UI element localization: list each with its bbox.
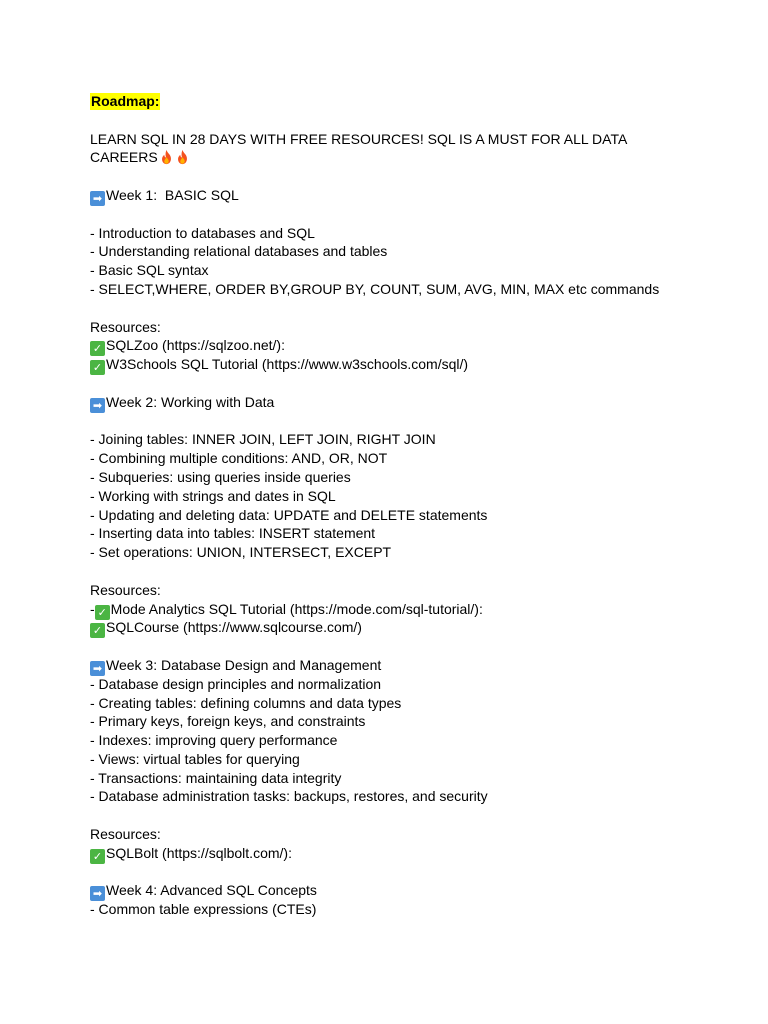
week-2-item: - Combining multiple conditions: AND, OR, NOT xyxy=(90,450,388,467)
week-1-resources-label: Resources: xyxy=(90,318,161,335)
week-2-item: - Set operations: UNION, INTERSECT, EXCEPT xyxy=(90,544,392,561)
intro-text: LEARN SQL IN 28 DAYS WITH FREE RESOURCES! SQL IS A MUST FOR ALL DATA CAREERS xyxy=(90,130,627,166)
check-mark-icon: ✓ xyxy=(90,341,105,356)
spacer xyxy=(90,562,730,581)
resource-sqlcourse-link[interactable]: SQLCourse (https://www.sqlcourse.com/) xyxy=(106,619,362,636)
check-mark-icon: ✓ xyxy=(90,849,105,864)
resource-sqlzoo-link[interactable]: SQLZoo (https://sqlzoo.net/): xyxy=(106,337,285,354)
week-3-item: - Indexes: improving query performance xyxy=(90,732,338,749)
check-mark-icon: ✓ xyxy=(90,360,105,375)
spacer xyxy=(90,806,730,825)
spacer xyxy=(90,167,730,186)
right-arrow-icon: ➡ xyxy=(90,661,105,676)
resource-sqlbolt-link[interactable]: SQLBolt (https://sqlbolt.com/): xyxy=(106,844,292,861)
week-1-resource xyxy=(90,355,730,374)
spacer xyxy=(90,374,730,393)
fire-icon xyxy=(175,149,190,165)
week-1-title-line xyxy=(90,186,730,205)
fire-icon xyxy=(159,149,174,165)
spacer xyxy=(90,299,730,318)
week-3-resource xyxy=(90,844,730,863)
check-mark-icon: ✓ xyxy=(95,605,110,620)
week-3-title-line xyxy=(90,656,730,675)
week-2-item: - Working with strings and dates in SQL xyxy=(90,487,336,504)
week-1-resource xyxy=(90,336,730,355)
right-arrow-icon: ➡ xyxy=(90,191,105,206)
week-2-resource xyxy=(90,618,730,637)
spacer xyxy=(90,412,730,431)
right-arrow-icon: ➡ xyxy=(90,886,105,901)
resource-mode-analytics-link[interactable]: Mode Analytics SQL Tutorial (https://mode.com/sql-tutorial/): xyxy=(110,600,483,617)
roadmap-heading: Roadmap: xyxy=(91,93,160,109)
week-2-item: - Joining tables: INNER JOIN, LEFT JOIN, RIGHT JOIN xyxy=(90,431,436,448)
week-4-title: Week 4: Advanced SQL Concepts xyxy=(106,882,317,899)
week-3-item: - Views: virtual tables for querying xyxy=(90,750,300,767)
week-1-item: - Understanding relational databases and tables xyxy=(90,243,388,260)
week-3-item: - Primary keys, foreign keys, and constraints xyxy=(90,713,366,730)
week-4-title-line xyxy=(90,881,730,900)
week-3-item: - Transactions: maintaining data integrity xyxy=(90,769,342,786)
week-1-title: Week 1: BASIC SQL xyxy=(106,186,239,203)
spacer xyxy=(90,111,730,130)
spacer xyxy=(90,863,730,882)
resource-w3schools-link[interactable]: W3Schools SQL Tutorial (https://www.w3schools.com/sql/) xyxy=(106,356,469,373)
week-3-item: - Creating tables: defining columns and data types xyxy=(90,694,402,711)
week-3-item: - Database administration tasks: backups, restores, and security xyxy=(90,788,488,805)
week-2-item: - Inserting data into tables: INSERT statement xyxy=(90,525,376,542)
resource-prefix: - xyxy=(90,600,95,617)
week-4-item: - Common table expressions (CTEs) xyxy=(90,901,317,918)
spacer xyxy=(90,205,730,224)
week-1-item: - Introduction to databases and SQL xyxy=(90,224,315,241)
right-arrow-icon: ➡ xyxy=(90,398,105,413)
week-2-title: Week 2: Working with Data xyxy=(106,393,275,410)
week-2-resources-label: Resources: xyxy=(90,581,161,598)
week-3-item: - Database design principles and normalization xyxy=(90,675,382,692)
week-3-resources-label: Resources: xyxy=(90,826,161,843)
roadmap-heading-line xyxy=(90,92,730,111)
week-2-title-line xyxy=(90,393,730,412)
week-2-resource xyxy=(90,600,730,619)
spacer xyxy=(90,637,730,656)
week-2-item: - Subqueries: using queries inside queries xyxy=(90,468,351,485)
week-2-item: - Updating and deleting data: UPDATE and DELETE statements xyxy=(90,506,488,523)
document-page xyxy=(90,92,730,919)
week-1-item: - Basic SQL syntax xyxy=(90,262,209,279)
intro-paragraph xyxy=(90,130,650,168)
week-1-item: - SELECT,WHERE, ORDER BY,GROUP BY, COUNT, SUM, AVG, MIN, MAX etc commands xyxy=(90,280,660,297)
week-3-title: Week 3: Database Design and Management xyxy=(106,656,382,673)
check-mark-icon: ✓ xyxy=(90,623,105,638)
